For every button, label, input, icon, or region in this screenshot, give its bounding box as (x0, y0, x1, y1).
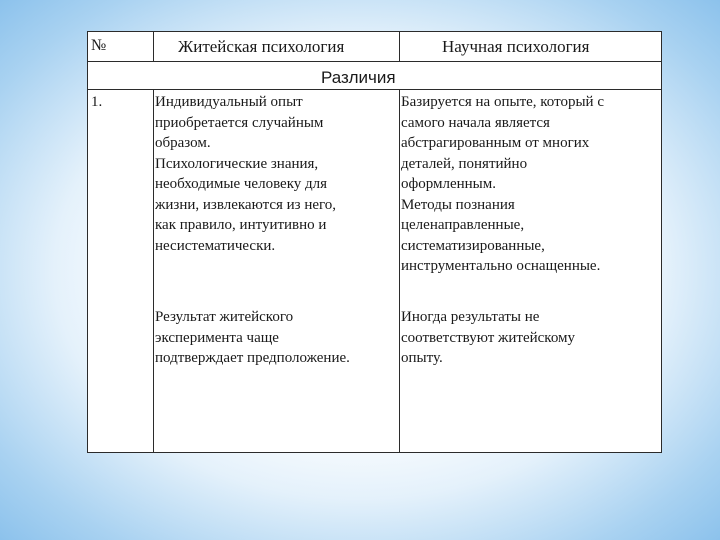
header-divider-2 (399, 32, 400, 62)
text-line: несистематически. (155, 237, 276, 254)
header-col-scientific: Научная психология (442, 37, 590, 56)
text-line: подтверждает предположение. (155, 350, 350, 366)
text-line: опыту. (401, 350, 443, 366)
comparison-table (87, 31, 662, 453)
text-line: Результат житейского (155, 309, 294, 325)
header-bottom-line (88, 61, 661, 62)
text-line: целенаправленные, (401, 217, 525, 233)
row-number: 1. (91, 94, 103, 110)
text-line: как правило, интуитивно и (155, 217, 327, 233)
everyday-text-1 (155, 92, 336, 256)
text-line: соответствуют житейскому (401, 329, 576, 346)
text-line: жизни, извлекаются из него, (155, 196, 337, 213)
header-col-everyday: Житейская психология (178, 37, 345, 56)
text-line: образом. (155, 135, 211, 151)
text-line: Индивидуальный опыт (155, 94, 303, 110)
section-bottom-line (88, 89, 661, 90)
body-divider-2 (399, 89, 400, 452)
text-line: приобретается случайным (155, 114, 324, 131)
everyday-text-2 (155, 307, 350, 369)
text-line: необходимые человеку для (155, 176, 328, 192)
text-line: Иногда результаты не (401, 309, 540, 325)
text-line: оформленным. (401, 176, 497, 192)
body-divider-1 (153, 89, 154, 452)
header-number: № (91, 37, 107, 54)
text-line: Психологические знания, (155, 155, 319, 172)
text-line: абстрагированным от многих (401, 135, 590, 151)
text-line: самого начала является (401, 114, 550, 131)
header-divider-1 (153, 32, 154, 62)
text-line: Базируется на опыте, который с (401, 94, 604, 110)
text-line: эксперимента чаще (155, 329, 279, 346)
section-title: Различия (321, 68, 396, 87)
text-line: Методы познания (401, 196, 515, 213)
text-line: инструментально оснащенные. (401, 258, 601, 274)
scientific-text-2 (401, 307, 575, 369)
scientific-text-1 (401, 92, 604, 277)
text-line: систематизированные, (401, 237, 545, 254)
text-line: деталей, понятийно (401, 155, 528, 172)
